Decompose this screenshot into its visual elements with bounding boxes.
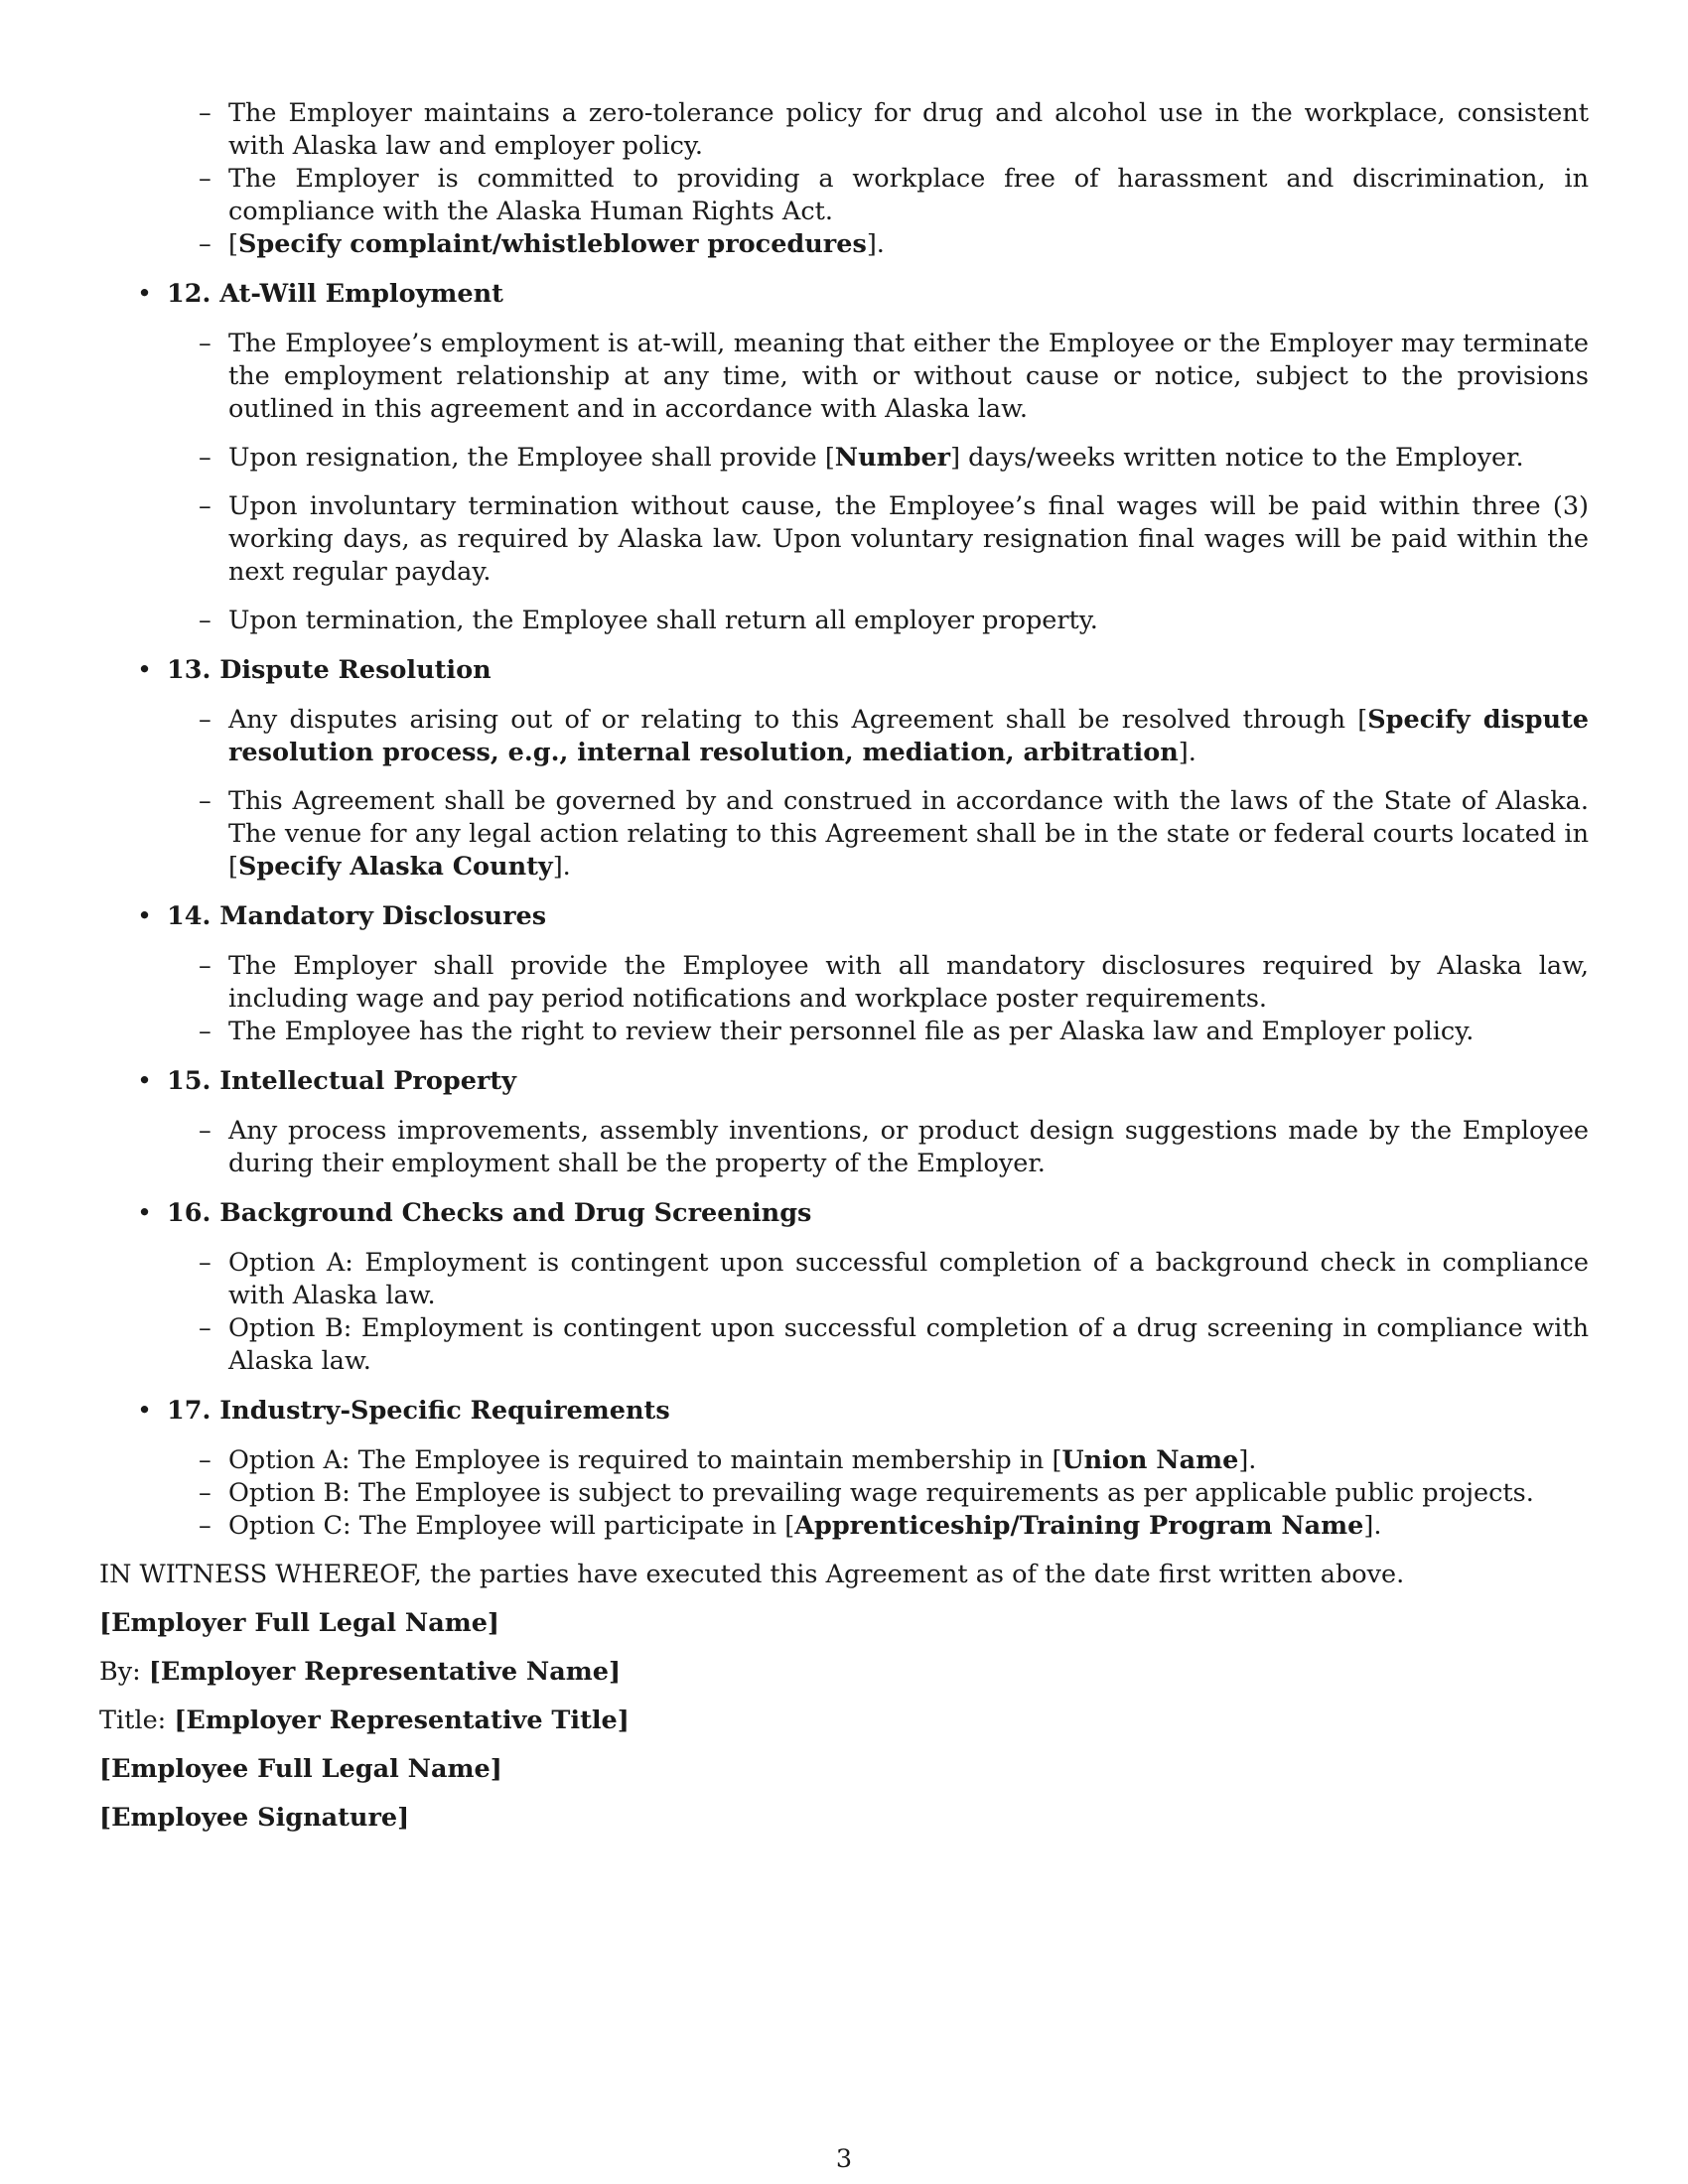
bullet-marker: • bbox=[137, 1396, 153, 1426]
dash-marker: – bbox=[199, 1116, 211, 1146]
section-heading-17: • 17. Industry-Specific Requirements bbox=[137, 1396, 670, 1426]
placeholder-field: [Employee Full Legal Name] bbox=[99, 1754, 502, 1784]
dash-marker: – bbox=[199, 164, 211, 194]
section-heading-13: • 13. Dispute Resolution bbox=[137, 655, 492, 685]
placeholder-field: Specify dispute resolution process, e.g., internal resolution, mediation, arbitration bbox=[228, 705, 1590, 767]
dash-marker: – bbox=[199, 443, 211, 473]
dash-marker: – bbox=[199, 1248, 211, 1278]
placeholder-field: Specify Alaska County bbox=[237, 852, 553, 882]
placeholder-field: [Employer Representative Name] bbox=[148, 1657, 622, 1687]
list-item: – Option B: Employment is contingent upon successful completion of a drug screening in compliance with Alaska law. bbox=[199, 1313, 1589, 1376]
witness-clause: IN WITNESS WHEREOF, the parties have executed this Agreement as of the date first written above. bbox=[99, 1560, 1405, 1589]
placeholder-field: Specify complaint/whistleblower procedures bbox=[237, 229, 867, 259]
list-item: – Upon termination, the Employee shall return all employer property. bbox=[199, 606, 1098, 635]
bullet-marker: • bbox=[137, 1198, 153, 1228]
dash-marker: – bbox=[199, 1478, 211, 1508]
list-item: – The Employee has the right to review their personnel file as per Alaska law and Employer policy. bbox=[199, 1017, 1475, 1046]
employer-title-line: Title: [Employer Representative Title] bbox=[99, 1706, 630, 1735]
section-heading-15: • 15. Intellectual Property bbox=[137, 1066, 516, 1096]
dash-marker: – bbox=[199, 1313, 211, 1343]
section-heading-16: • 16. Background Checks and Drug Screenings bbox=[137, 1198, 812, 1228]
placeholder-field: [Employee Signature] bbox=[99, 1803, 410, 1833]
dash-marker: – bbox=[199, 786, 211, 816]
bullet-marker: • bbox=[137, 1066, 153, 1096]
placeholder-field: [Employer Full Legal Name] bbox=[99, 1608, 499, 1638]
dash-marker: – bbox=[199, 606, 211, 635]
dash-marker: – bbox=[199, 329, 211, 358]
placeholder-field: Apprenticeship/Training Program Name bbox=[794, 1511, 1364, 1541]
placeholder-field: Union Name bbox=[1061, 1445, 1239, 1475]
employer-name-line bbox=[99, 1607, 1589, 1640]
bullet-marker: • bbox=[137, 655, 153, 685]
item-text: The Employer maintains a zero-tolerance policy for drug and alcohol use in the workplace, consistent with Alaska law and employer policy. bbox=[228, 98, 1589, 161]
section-heading-14: • 14. Mandatory Disclosures bbox=[137, 901, 547, 931]
list-item: – Option A: Employment is contingent upon successful completion of a background check in compliance with Alaska law. bbox=[199, 1248, 1589, 1310]
list-item: – Option A: The Employee is required to maintain membership in [Union Name]. bbox=[199, 1445, 1257, 1475]
dash-marker: – bbox=[199, 1511, 211, 1541]
list-item: – Option C: The Employee will participate in [Apprenticeship/Training Program Name]. bbox=[199, 1511, 1382, 1541]
dash-marker: – bbox=[199, 705, 211, 735]
list-item: – [Specify complaint/whistleblower procedures]. bbox=[199, 229, 885, 259]
employee-signature-line bbox=[99, 1802, 1589, 1835]
list-item: – The Employee’s employment is at-will, meaning that either the Employee or the Employer may terminate the employment relationship at any time, with or without cause or notice, subject to the provisions outlined in this agreement and in accordance with Alaska law. bbox=[199, 329, 1589, 424]
list-item: – The Employer shall provide the Employee with all mandatory disclosures required by Alaska law, including wage and pay period notifications and workplace poster requirements. bbox=[199, 951, 1589, 1014]
dash-marker: – bbox=[199, 98, 211, 128]
list-item: – This Agreement shall be governed by and construed in accordance with the laws of the State of Alaska. The venue for any legal action relating to this Agreement shall be in the state or federal courts located in [Specify Alaska County]. bbox=[199, 786, 1589, 882]
bullet-marker: • bbox=[137, 901, 153, 931]
dash-marker: – bbox=[199, 229, 211, 259]
list-item: – Upon resignation, the Employee shall provide [Number] days/weeks written notice to the Employer. bbox=[199, 443, 1524, 473]
document-page bbox=[99, 97, 1589, 1835]
list-item: – Upon involuntary termination without cause, the Employee’s final wages will be paid within three (3) working days, as required by Alaska law. Upon voluntary resignation final wages will be paid within the next regular payday. bbox=[199, 491, 1589, 587]
dash-marker: – bbox=[199, 951, 211, 981]
placeholder-field: Number bbox=[834, 443, 951, 473]
list-item: – Option B: The Employee is subject to prevailing wage requirements as per applicable public projects. bbox=[199, 1478, 1534, 1508]
employer-representative-line: By: [Employer Representative Name] bbox=[99, 1657, 622, 1687]
dash-marker: – bbox=[199, 1017, 211, 1046]
employee-name-line bbox=[99, 1753, 1589, 1786]
item-text: The Employer is committed to providing a workplace free of harassment and discrimination, in compliance with the Alaska Human Rights Act. bbox=[228, 164, 1589, 226]
list-item: – Any process improvements, assembly inventions, or product design suggestions made by the Employee during their employment shall be the property of the Employer. bbox=[199, 1116, 1589, 1178]
bullet-marker: • bbox=[137, 279, 153, 309]
page-number: 3 bbox=[835, 2144, 853, 2174]
list-item: – Any disputes arising out of or relating to this Agreement shall be resolved through [Specify dispute resolution process, e.g., internal resolution, mediation, arbitration]. bbox=[199, 705, 1590, 767]
list-item bbox=[99, 97, 1589, 163]
dash-marker: – bbox=[199, 491, 211, 521]
placeholder-field: [Employer Representative Title] bbox=[174, 1706, 630, 1735]
dash-marker: – bbox=[199, 1445, 211, 1475]
section-heading-12: • 12. At-Will Employment bbox=[137, 279, 503, 309]
list-item bbox=[99, 163, 1589, 228]
